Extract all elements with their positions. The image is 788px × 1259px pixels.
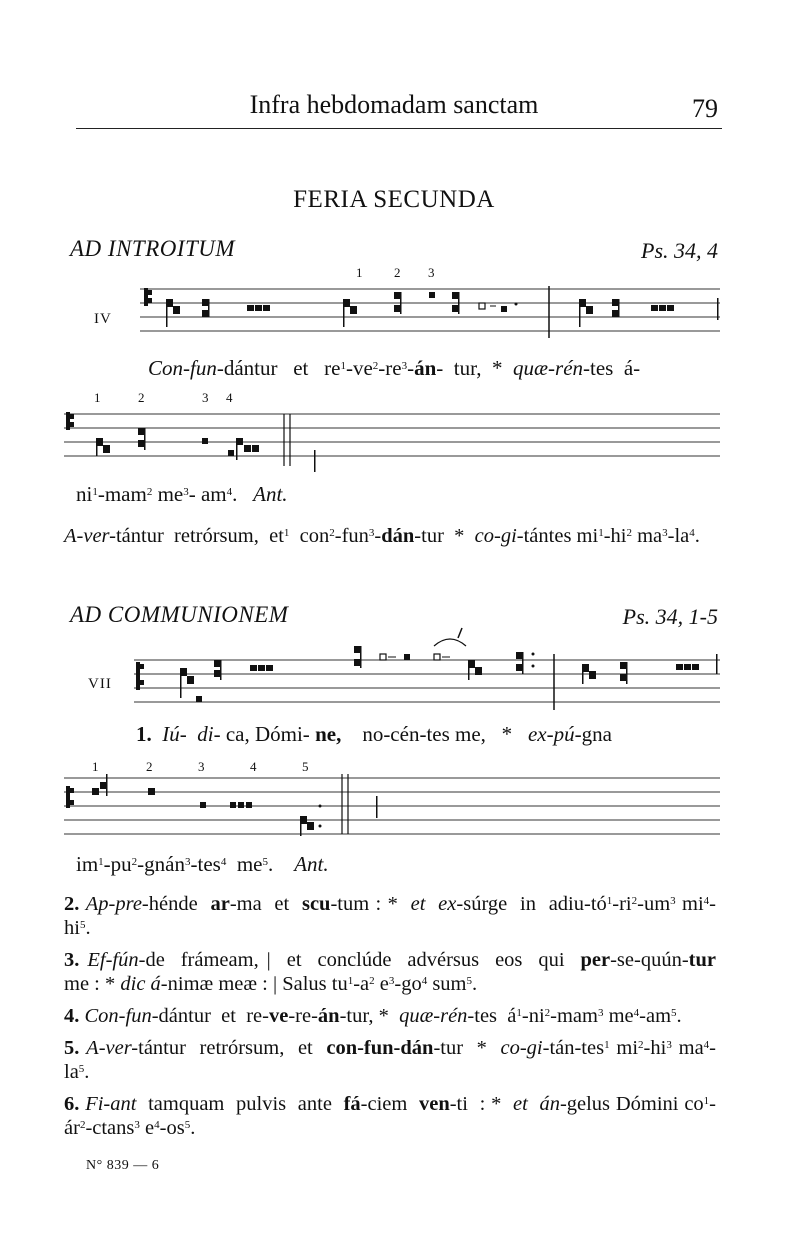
communion-verse-1-end: $im^1-pu^2-gnán^3-tes^4$ $me^5$. Ant.	[76, 852, 329, 876]
printer-note: N° 839 — 6	[86, 1158, 160, 1173]
pitch-number: 1	[356, 265, 363, 280]
chant-staff	[60, 410, 722, 474]
pitch-number: 3	[202, 390, 209, 405]
page-number: 79	[692, 94, 718, 123]
introit-psalm-ref: Ps. 34, 4	[641, 238, 718, 263]
introit-verse: A-ver-tántur retrórsum, $et^1$ con$^2$-fun$^3$-dán-tur * co-gi-tántes $mi^1-hi^2$ $ma^3-la^4$.	[64, 525, 700, 547]
communion-verse-1-line: 1. Iú- di- ca, Dómi- ne, no-cén-tes me, * ex-pú-gna	[136, 722, 612, 746]
mode-label: VII	[88, 676, 112, 692]
pitch-number: 2	[138, 390, 145, 405]
pitch-number: 4	[226, 390, 233, 405]
pitch-number: 2	[394, 265, 401, 280]
header-rule	[76, 128, 722, 129]
pitch-number: 3	[428, 265, 435, 280]
pitch-number: 5	[302, 759, 309, 774]
introit-antiphon-end: $ni^1-mam^2$ $me^3-$ $am^4$. Ant.	[76, 482, 288, 506]
introit-antiphon-line: Con-fun-dántur et $re^1-ve^2-re^3-án-$ tur, * quæ-rén-tes á-	[148, 356, 641, 380]
chant-staff	[130, 624, 722, 710]
chant-staff	[60, 770, 722, 840]
chant-staff	[130, 286, 722, 338]
pitch-number: 1	[92, 759, 99, 774]
communion-psalm-ref: Ps. 34, 1-5	[622, 604, 718, 629]
communion-label: AD COMMUNIONEM	[70, 602, 289, 627]
pitch-number: 3	[198, 759, 205, 774]
pitch-number: 1	[94, 390, 101, 405]
section-title: FERIA SECUNDA	[293, 186, 495, 213]
communion-verses: 2. Ap-pre-hénde ar-ma et scu-tum : * et ex-súrge in adiu-$tó^1-ri^2-um^3$ $mi^4-hi^5$. 3. Ef-fún-de frámeam, | et conclúde advérsus eos qui per-se-quún-tur me : * dic á-nimæ meæ : | Salus $tu^1-a^2$ $e^3-go^4$ sum$^5$. 4. Con-fun-dántur et re-ve-re-án-tur, * quæ-rén-tes $á^1-ni^2-mam^3$ $me^4-am^5$. 5. A-ver-tántur retrórsum, et con-fun-dán-tur * co-gi-tán-tes$^1$ $mi^2-hi^3$ $ma^4-la^5$. 6. Fi-ant tamquam pulvis ante fá-ciem ven-ti : * et án-gelus Dómini $co^1-ár^2-ctans^3$ $e^4-os^5$.	[64, 893, 716, 1139]
mode-label: IV	[94, 311, 112, 327]
introit-label: AD INTROITUM	[70, 236, 236, 261]
running-title: Infra hebdomadam sanctam	[249, 90, 539, 119]
pitch-number: 4	[250, 759, 257, 774]
pitch-number: 2	[146, 759, 153, 774]
